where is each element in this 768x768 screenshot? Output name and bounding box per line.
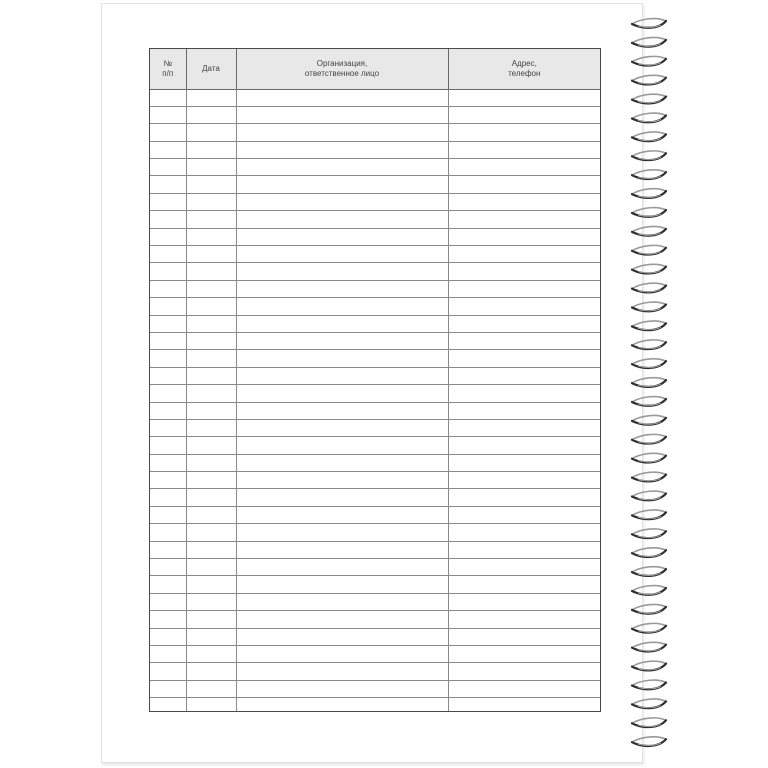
table-row [150, 559, 600, 576]
spiral-loop [632, 737, 666, 746]
cell-organization[interactable] [236, 646, 448, 663]
spiral-loop [632, 94, 666, 103]
cell-date[interactable] [186, 141, 236, 158]
cell-address[interactable] [448, 211, 600, 228]
cell-address[interactable] [448, 541, 600, 558]
cell-number[interactable] [150, 89, 186, 106]
table-row [150, 663, 600, 680]
table-row [150, 541, 600, 558]
cell-organization[interactable] [236, 211, 448, 228]
cell-date[interactable] [186, 454, 236, 471]
header-number: № п/п [150, 49, 186, 89]
cell-date[interactable] [186, 350, 236, 367]
spiral-loop [632, 699, 666, 708]
cell-number[interactable] [150, 576, 186, 593]
cell-address[interactable] [448, 680, 600, 697]
table-row [150, 680, 600, 697]
spiral-loop [632, 132, 666, 141]
spiral-loop [632, 510, 666, 519]
table-row [150, 367, 600, 384]
cell-date[interactable] [186, 263, 236, 280]
table-row [150, 593, 600, 610]
header-date: Дата [186, 49, 236, 89]
cell-date[interactable] [186, 159, 236, 176]
table-row [150, 506, 600, 523]
spiral-loop [632, 680, 666, 689]
cell-number[interactable] [150, 263, 186, 280]
cell-address[interactable] [448, 454, 600, 471]
cell-address[interactable] [448, 176, 600, 193]
table-header-row [150, 49, 600, 89]
cell-date[interactable] [186, 628, 236, 645]
notebook-page [101, 3, 643, 763]
table-row [150, 576, 600, 593]
spiral-loop [632, 19, 666, 28]
spiral-loop [632, 359, 666, 368]
cell-address[interactable] [448, 611, 600, 628]
spiral-loop [632, 189, 666, 198]
cell-date[interactable] [186, 193, 236, 210]
cell-organization[interactable] [236, 663, 448, 680]
table-row [150, 472, 600, 489]
cell-number[interactable] [150, 280, 186, 297]
table-body [150, 89, 600, 712]
table-row [150, 611, 600, 628]
cell-date[interactable] [186, 646, 236, 663]
register-table-frame [149, 48, 601, 712]
cell-organization[interactable] [236, 367, 448, 384]
table-row [150, 350, 600, 367]
cell-organization[interactable] [236, 176, 448, 193]
cell-address[interactable] [448, 576, 600, 593]
cell-date[interactable] [186, 280, 236, 297]
spiral-loop [632, 151, 666, 160]
cell-address[interactable] [448, 524, 600, 541]
cell-address[interactable] [448, 698, 600, 712]
cell-date[interactable] [186, 559, 236, 576]
cell-address[interactable] [448, 385, 600, 402]
table-row [150, 437, 600, 454]
cell-date[interactable] [186, 211, 236, 228]
cell-number[interactable] [150, 698, 186, 712]
cell-number[interactable] [150, 472, 186, 489]
cell-organization[interactable] [236, 559, 448, 576]
register-table [150, 49, 600, 712]
cell-organization[interactable] [236, 506, 448, 523]
cell-address[interactable] [448, 646, 600, 663]
cell-address[interactable] [448, 89, 600, 106]
cell-number[interactable] [150, 437, 186, 454]
spiral-loop [632, 75, 666, 84]
table-row [150, 298, 600, 315]
cell-organization[interactable] [236, 472, 448, 489]
table-row [150, 246, 600, 263]
cell-address[interactable] [448, 593, 600, 610]
cell-date[interactable] [186, 698, 236, 712]
table-row [150, 454, 600, 471]
cell-address[interactable] [448, 193, 600, 210]
spiral-loop [632, 661, 666, 670]
cell-date[interactable] [186, 367, 236, 384]
cell-organization[interactable] [236, 228, 448, 245]
cell-organization[interactable] [236, 437, 448, 454]
cell-address[interactable] [448, 472, 600, 489]
cell-organization[interactable] [236, 489, 448, 506]
cell-date[interactable] [186, 680, 236, 697]
cell-date[interactable] [186, 593, 236, 610]
cell-number[interactable] [150, 350, 186, 367]
cell-number[interactable] [150, 506, 186, 523]
spiral-loop [632, 397, 666, 406]
cell-date[interactable] [186, 611, 236, 628]
spiral-loop [632, 548, 666, 557]
cell-number[interactable] [150, 315, 186, 332]
spiral-loop [632, 623, 666, 632]
spiral-loop [632, 453, 666, 462]
spiral-loop [632, 56, 666, 65]
spiral-loop [632, 434, 666, 443]
cell-date[interactable] [186, 576, 236, 593]
cell-number[interactable] [150, 680, 186, 697]
cell-number[interactable] [150, 106, 186, 123]
spiral-binding [628, 14, 678, 754]
table-row [150, 280, 600, 297]
table-row [150, 402, 600, 419]
spiral-loop [632, 170, 666, 179]
cell-organization[interactable] [236, 280, 448, 297]
spiral-loop [632, 113, 666, 122]
cell-organization[interactable] [236, 141, 448, 158]
spiral-loop [632, 586, 666, 595]
cell-organization[interactable] [236, 159, 448, 176]
cell-date[interactable] [186, 89, 236, 106]
cell-organization[interactable] [236, 298, 448, 315]
cell-address[interactable] [448, 437, 600, 454]
spiral-loop [632, 718, 666, 727]
cell-number[interactable] [150, 663, 186, 680]
cell-address[interactable] [448, 402, 600, 419]
cell-number[interactable] [150, 628, 186, 645]
table-row [150, 646, 600, 663]
spiral-loop [632, 302, 666, 311]
cell-number[interactable] [150, 385, 186, 402]
cell-number[interactable] [150, 593, 186, 610]
cell-date[interactable] [186, 246, 236, 263]
cell-organization[interactable] [236, 124, 448, 141]
header-address: Адрес, телефон [448, 49, 600, 89]
cell-date[interactable] [186, 472, 236, 489]
cell-date[interactable] [186, 541, 236, 558]
cell-address[interactable] [448, 367, 600, 384]
cell-date[interactable] [186, 489, 236, 506]
table-row [150, 698, 600, 712]
table-row [150, 385, 600, 402]
cell-number[interactable] [150, 332, 186, 349]
cell-date[interactable] [186, 663, 236, 680]
cell-address[interactable] [448, 628, 600, 645]
spiral-loop [632, 378, 666, 387]
cell-date[interactable] [186, 298, 236, 315]
spiral-loop [632, 416, 666, 425]
cell-date[interactable] [186, 506, 236, 523]
table-row [150, 628, 600, 645]
spiral-loop [632, 340, 666, 349]
cell-address[interactable] [448, 332, 600, 349]
cell-number[interactable] [150, 402, 186, 419]
cell-address[interactable] [448, 419, 600, 436]
cell-date[interactable] [186, 385, 236, 402]
spiral-loop [632, 605, 666, 614]
cell-address[interactable] [448, 124, 600, 141]
cell-organization[interactable] [236, 193, 448, 210]
table-row [150, 263, 600, 280]
cell-date[interactable] [186, 315, 236, 332]
cell-address[interactable] [448, 228, 600, 245]
table-row [150, 419, 600, 436]
cell-organization[interactable] [236, 628, 448, 645]
cell-number[interactable] [150, 228, 186, 245]
table-row [150, 176, 600, 193]
cell-address[interactable] [448, 489, 600, 506]
cell-date[interactable] [186, 437, 236, 454]
cell-address[interactable] [448, 159, 600, 176]
cell-number[interactable] [150, 211, 186, 228]
cell-organization[interactable] [236, 541, 448, 558]
cell-date[interactable] [186, 176, 236, 193]
cell-number[interactable] [150, 246, 186, 263]
cell-number[interactable] [150, 419, 186, 436]
cell-organization[interactable] [236, 419, 448, 436]
cell-address[interactable] [448, 141, 600, 158]
cell-address[interactable] [448, 506, 600, 523]
table-row [150, 106, 600, 123]
cell-address[interactable] [448, 263, 600, 280]
spiral-loop [632, 264, 666, 273]
table-row [150, 159, 600, 176]
table-row [150, 211, 600, 228]
cell-organization[interactable] [236, 106, 448, 123]
cell-organization[interactable] [236, 350, 448, 367]
cell-number[interactable] [150, 524, 186, 541]
cell-number[interactable] [150, 124, 186, 141]
spiral-loop [632, 529, 666, 538]
header-organization: Организация, ответственное лицо [236, 49, 448, 89]
cell-number[interactable] [150, 541, 186, 558]
spiral-loop [632, 245, 666, 254]
cell-address[interactable] [448, 280, 600, 297]
cell-date[interactable] [186, 419, 236, 436]
cell-organization[interactable] [236, 611, 448, 628]
cell-number[interactable] [150, 193, 186, 210]
spiral-loop [632, 472, 666, 481]
cell-date[interactable] [186, 228, 236, 245]
cell-organization[interactable] [236, 524, 448, 541]
cell-organization[interactable] [236, 315, 448, 332]
cell-number[interactable] [150, 298, 186, 315]
cell-date[interactable] [186, 332, 236, 349]
table-row [150, 141, 600, 158]
cell-date[interactable] [186, 106, 236, 123]
cell-organization[interactable] [236, 593, 448, 610]
cell-organization[interactable] [236, 698, 448, 712]
cell-address[interactable] [448, 315, 600, 332]
cell-organization[interactable] [236, 89, 448, 106]
cell-organization[interactable] [236, 680, 448, 697]
cell-number[interactable] [150, 141, 186, 158]
cell-number[interactable] [150, 646, 186, 663]
cell-organization[interactable] [236, 246, 448, 263]
spiral-loop [632, 321, 666, 330]
cell-date[interactable] [186, 124, 236, 141]
cell-number[interactable] [150, 489, 186, 506]
spiral-loop [632, 38, 666, 47]
table-row [150, 489, 600, 506]
cell-number[interactable] [150, 611, 186, 628]
cell-number[interactable] [150, 559, 186, 576]
cell-address[interactable] [448, 559, 600, 576]
spiral-loop [632, 567, 666, 576]
table-row [150, 332, 600, 349]
cell-address[interactable] [448, 350, 600, 367]
cell-organization[interactable] [236, 402, 448, 419]
cell-organization[interactable] [236, 385, 448, 402]
cell-address[interactable] [448, 246, 600, 263]
spiral-loop [632, 227, 666, 236]
cell-number[interactable] [150, 454, 186, 471]
cell-address[interactable] [448, 106, 600, 123]
table-row [150, 228, 600, 245]
cell-address[interactable] [448, 298, 600, 315]
table-row [150, 193, 600, 210]
spiral-loop [632, 283, 666, 292]
table-row [150, 315, 600, 332]
table-row [150, 89, 600, 106]
cell-organization[interactable] [236, 332, 448, 349]
cell-number[interactable] [150, 176, 186, 193]
spiral-loop [632, 642, 666, 651]
cell-address[interactable] [448, 663, 600, 680]
cell-date[interactable] [186, 524, 236, 541]
cell-organization[interactable] [236, 454, 448, 471]
cell-organization[interactable] [236, 576, 448, 593]
cell-number[interactable] [150, 367, 186, 384]
cell-number[interactable] [150, 159, 186, 176]
spiral-loop [632, 491, 666, 500]
cell-date[interactable] [186, 402, 236, 419]
cell-organization[interactable] [236, 263, 448, 280]
spiral-loop [632, 208, 666, 217]
table-row [150, 124, 600, 141]
table-row [150, 524, 600, 541]
